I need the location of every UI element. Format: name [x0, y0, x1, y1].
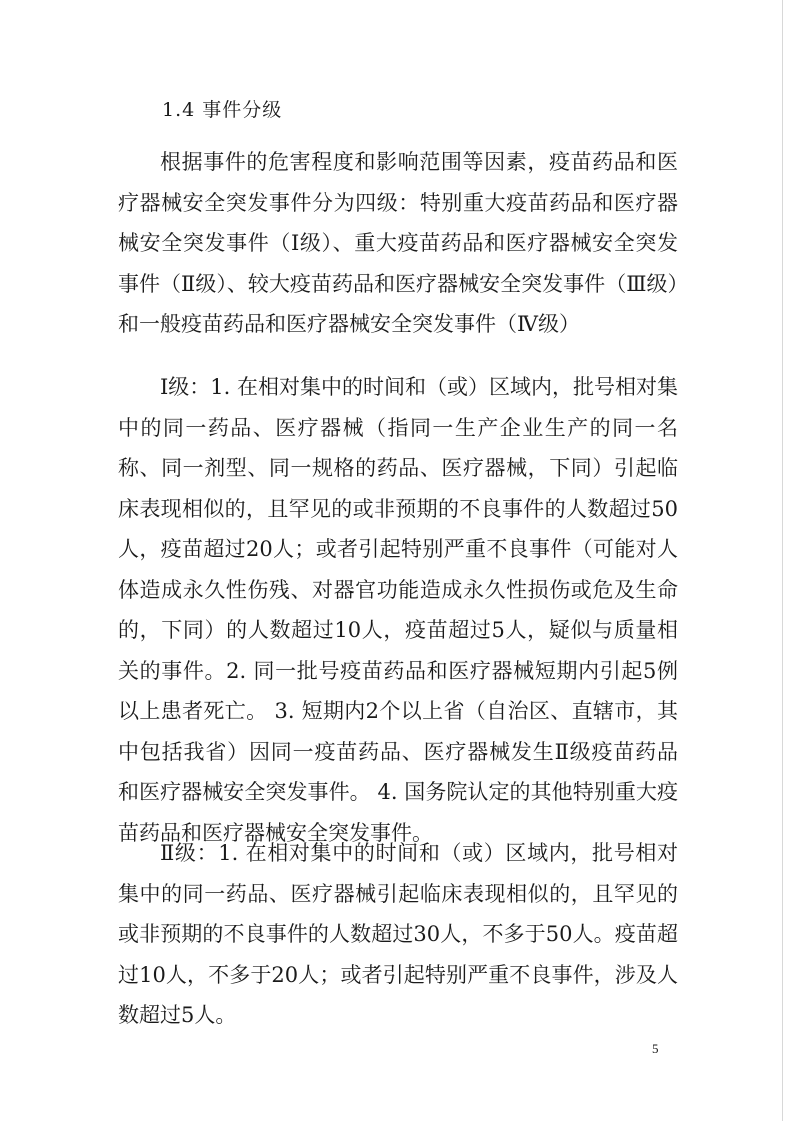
- paragraph-level-1: Ⅰ级：1. 在相对集中的时间和（或）区域内，批号相对集中的同一药品、医疗器械（指同一生产企业生产的同一名称、同一剂型、同一规格的药品、医疗器械，下同）引起临床表现相似的，且罕见的或非预期的不良事件的人数超过50人，疫苗超过20人；或者引起特别严重不良事件（可能对人体造成永久性伤残、对器官功能造成永久性损伤或危及生命的，下同）的人数超过10人，疫苗超过5人，疑似与质量相关的事件。2. 同一批号疫苗药品和医疗器械短期内引起5例以上患者死亡。 3. 短期内2个以上省（自治区、直辖市，其中包括我省）因同一疫苗药品、医疗器械发生Ⅱ级疫苗药品和医疗器械安全突发事件。 4. 国务院认定的其他特别重大疫苗药品和医疗器械安全突发事件。: [118, 375, 679, 845]
- paragraph-level-2: Ⅱ级：1. 在相对集中的时间和（或）区域内，批号相对集中的同一药品、医疗器械引起临床表现相似的，且罕见的或非预期的不良事件的人数超过30人，不多于50人。疫苗超过10人，不多于20人；或者引起特别严重不良事件，涉及人数超过5人。: [118, 841, 678, 1027]
- scan-edge-line: [782, 0, 783, 1121]
- paragraph-classification-overview: 根据事件的危害程度和影响范围等因素，疫苗药品和医疗器械安全突发事件分为四级：特别重大疫苗药品和医疗器械安全突发事件（Ⅰ级）、重大疫苗药品和医疗器械安全突发事件（Ⅱ级）、较大疫苗药品和医疗器械安全突发事件（Ⅲ级）和一般疫苗药品和医疗器械安全突发事件（Ⅳ级）: [118, 150, 678, 336]
- section-heading: 1.4 事件分级: [162, 99, 283, 121]
- page-number: 5: [652, 1041, 659, 1056]
